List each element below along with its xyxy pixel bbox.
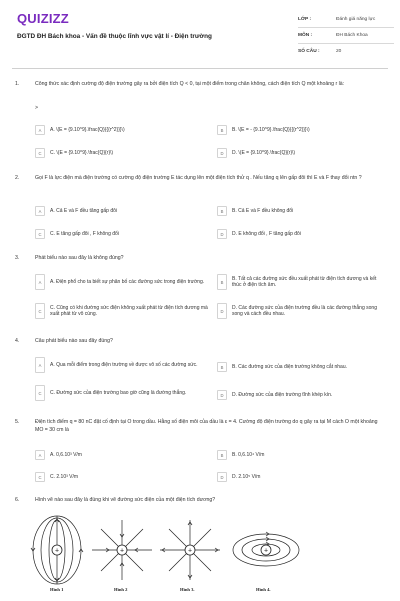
question-number: 1.	[15, 81, 20, 87]
option-letter-box: D	[217, 229, 227, 239]
question-number: 5.	[15, 419, 20, 425]
option-letter-box: D	[217, 148, 227, 158]
header-divider	[12, 68, 388, 69]
option-d[interactable]	[217, 390, 332, 400]
option-letter-box: D	[217, 472, 227, 482]
meta-table	[298, 12, 394, 59]
option-d[interactable]	[217, 148, 295, 158]
charge-sign: +	[187, 547, 193, 555]
question-text: Phát biểu nào sau đây là không đúng?	[35, 255, 124, 261]
meta-row-class	[298, 12, 394, 28]
option-c[interactable]	[35, 303, 210, 319]
option-text: D. Các đường sức của điện trường đều là các đường thẳng song song và cách đều nhau.	[232, 304, 377, 317]
option-letter-box: C	[35, 148, 45, 158]
option-c[interactable]	[35, 148, 113, 158]
option-text: C. Cũng có khi đường sức điện không xuất phát từ điện tích dương mà xuất phát từ vô cùng.	[50, 304, 208, 317]
question-text: Công thức xác định cường độ điện trường gây ra bởi điện tích Q < 0, tại một điểm trong chân không, cách điện tích Q một khoảng r là:	[35, 81, 345, 87]
charge-sign: +	[54, 547, 60, 555]
option-text: D. Đường sức của điện trường tĩnh khép kín.	[232, 391, 333, 398]
option-text: A. Điện phổ cho ta biết sự phân bố các đường sức trong điện trường.	[50, 278, 205, 285]
meta-key: LỚP :	[298, 17, 312, 22]
question-number: 3.	[15, 255, 20, 261]
question-text: Điện tích điểm q = 80 nC đặt cố định tại O trong dầu. Hằng số điện môi của dầu là ε = 4. Cường độ điện trường do q gây ra tại M cách O một khoảng MO = 30 cm là	[35, 419, 378, 433]
option-c[interactable]	[35, 229, 119, 239]
option-c[interactable]	[35, 385, 210, 401]
option-letter-box: A	[35, 125, 45, 135]
option-letter-box: D	[217, 303, 227, 319]
option-letter-box: A	[35, 357, 45, 373]
option-a[interactable]	[35, 450, 82, 460]
option-letter-box: C	[35, 385, 45, 401]
option-text: C. 2.10³ V/m	[50, 473, 79, 480]
option-a[interactable]	[35, 125, 125, 135]
option-letter-box: C	[35, 303, 45, 319]
option-a[interactable]	[35, 357, 210, 373]
option-letter-box: B	[217, 206, 227, 216]
field-lines-svg	[30, 512, 300, 596]
option-letter-box: B	[217, 362, 227, 372]
quizizz-logo: QUIZIZZ	[17, 11, 69, 26]
meta-value: 20	[336, 49, 342, 54]
option-letter-box: B	[217, 450, 227, 460]
figure-label-1: Hình 1	[50, 587, 64, 592]
option-letter-box: D	[217, 390, 227, 400]
option-letter-box: C	[35, 472, 45, 482]
option-d[interactable]	[217, 472, 260, 482]
meta-row-count	[298, 44, 394, 59]
option-text: C. E tăng gấp đôi , F không đổi	[50, 230, 119, 237]
question-extra: >	[35, 105, 39, 111]
option-b[interactable]	[217, 125, 310, 135]
option-text: C. \(E = {9.10^9}.\frac{Q}{r}\)	[50, 149, 114, 156]
option-text: A. 0,6.10³ V/m	[50, 451, 82, 458]
option-letter-box: C	[35, 229, 45, 239]
option-text: D. \(E = {9.10^9}.\frac{Q}{r}\)	[232, 149, 296, 156]
option-text: B. Cả E và F đều không đổi	[232, 207, 294, 214]
worksheet-title: ĐGTD ĐH Bách khoa - Vấn đề thuộc lĩnh vực vật lí - Điện trường	[17, 33, 212, 40]
option-d[interactable]	[217, 229, 301, 239]
option-text: A. Qua mỗi điểm trong điện trường về được vô số các đường sức.	[50, 361, 198, 368]
option-text: D. E không đổi , F tăng gấp đôi	[232, 230, 301, 237]
option-text: B. Tất cả các đường sức đều xuất phát từ điện tích dương và kết thúc ở điện tích âm.	[232, 275, 377, 288]
field-lines-figure	[30, 512, 300, 596]
option-text: B. \(E = - {9.10^9}.\frac{Q}{{{r^2}}}\)	[232, 126, 310, 133]
question-number: 4.	[15, 338, 20, 344]
option-b[interactable]	[217, 362, 347, 372]
question-text: Gọi F là lực điện mà điện trường có cường độ điện trường E tác dụng lên một điện tích thử q . Nếu tăng q lên gấp đôi thì E và F thay đổi ntn ?	[35, 175, 362, 181]
option-b[interactable]	[217, 450, 264, 460]
option-letter-box: B	[217, 274, 227, 290]
option-a[interactable]	[35, 274, 210, 290]
option-text: B. Các đường sức của điện trường không cắt nhau.	[232, 363, 347, 370]
meta-row-subject	[298, 28, 394, 44]
option-b[interactable]	[217, 274, 387, 290]
option-text: A. \(E = {9.10^9}.\frac{Q}{{{r^2}}}\)	[50, 126, 125, 133]
option-letter-box: A	[35, 450, 45, 460]
question-number: 6.	[15, 497, 20, 503]
option-letter-box: A	[35, 274, 45, 290]
question-text: Câu phát biểu nào sau đây đúng?	[35, 338, 113, 344]
figure-label-2: Hình 2	[114, 587, 128, 592]
option-b[interactable]	[217, 206, 293, 216]
question-text: Hình vẽ nào sau đây là đúng khi vẽ đường sức điện của một điện tích dương?	[35, 497, 216, 503]
meta-key: MÔN :	[298, 33, 313, 38]
option-text: C. Đường sức của điện trường bao giờ cũng là đường thẳng.	[50, 389, 187, 396]
figure-label-4: Hình 4.	[256, 587, 271, 592]
meta-value: Đánh giá năng lực	[336, 17, 376, 22]
question-number: 2.	[15, 175, 20, 181]
charge-sign: +	[119, 547, 125, 555]
option-letter-box: A	[35, 206, 45, 216]
option-text: B. 0,6.10⁴ V/m	[232, 451, 265, 458]
option-text: D. 2.10⁵ V/m	[232, 473, 261, 480]
option-c[interactable]	[35, 472, 78, 482]
worksheet-header	[0, 0, 400, 66]
option-text: A. Cả E và F đều tăng gấp đôi	[50, 207, 117, 214]
option-a[interactable]	[35, 206, 117, 216]
figure-label-3: Hình 3.	[180, 587, 195, 592]
meta-key: SỐ CÂU :	[298, 49, 320, 54]
charge-sign: +	[263, 547, 269, 555]
meta-value: ĐH Bách Khoa	[336, 33, 368, 38]
option-letter-box: B	[217, 125, 227, 135]
option-d[interactable]	[217, 303, 387, 319]
